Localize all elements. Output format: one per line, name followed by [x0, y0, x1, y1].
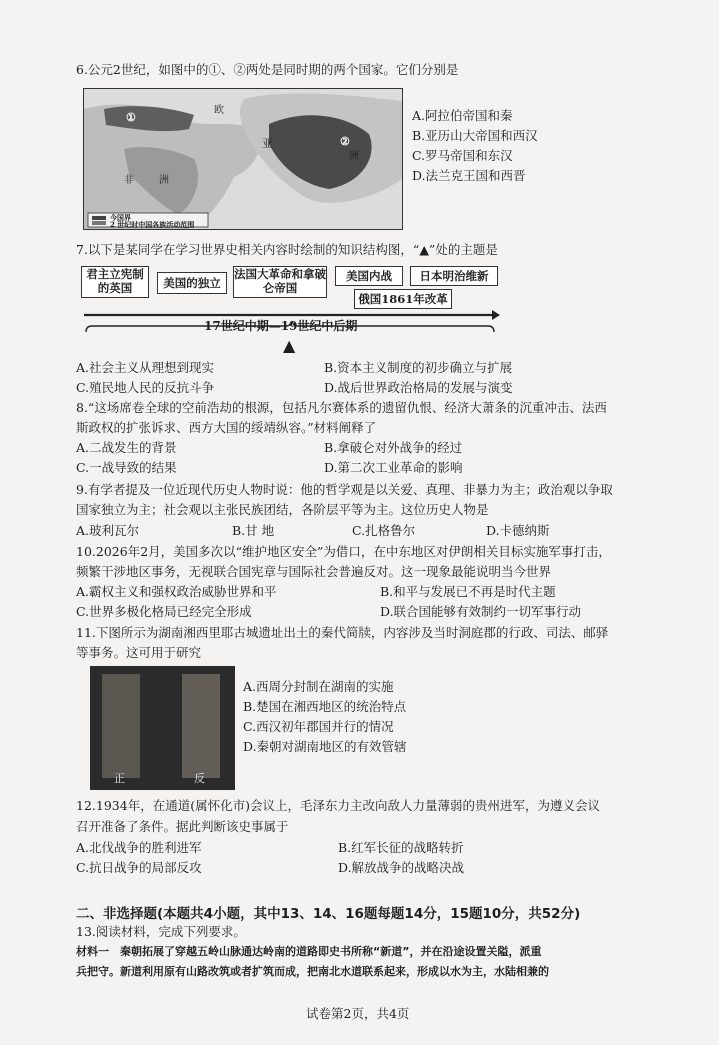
q7-box-russia: 俄国1861年改革 [354, 289, 452, 309]
q7-option-b: B.资本主义制度的初步确立与扩展 [324, 360, 513, 375]
q6-option-a: A.阿拉伯帝国和秦 [412, 108, 513, 123]
q12-stem-line1: 12.1934年，在通道(属怀化市)会议上，毛泽东力主改向敌人力量薄弱的贵州进军，为遵义会议 [76, 798, 600, 813]
q7-box-us-civil-war: 美国内战 [335, 266, 403, 286]
q11-option-c: C.西汉初年郡国并行的情况 [243, 719, 394, 734]
map-label-asia: 亚 [262, 137, 273, 150]
q7-box-england: 君主立宪制的英国 [81, 266, 149, 298]
q11-stem-line1: 11.下图所示为湖南湘西里耶古城遗址出土的秦代简牍，内容涉及当时洞庭郡的行政、司法、邮驿 [76, 625, 609, 640]
q6-option-d: D.法兰克王国和西晋 [412, 168, 526, 183]
q10-option-d: D.联合国能够有效制约一切军事行动 [380, 604, 582, 619]
q9-option-d: D.卡德纳斯 [486, 523, 550, 538]
q9-stem-line1: 9.有学者提及一位近现代历史人物时说：他的哲学观是以关爱、真理、非暴力为主；政治观以争取 [76, 482, 613, 497]
map-label-europe: 欧 [214, 105, 224, 116]
slip-back [182, 674, 220, 778]
q8-option-a: A.二战发生的背景 [76, 440, 177, 455]
q8-stem-line1: 8.“这场席卷全球的空前浩劫的根源，包括凡尔赛体系的遗留仇恨、经济大萧条的沉重冲击、法西 [76, 400, 607, 415]
q7-option-d: D.战后世界政治格局的发展与演变 [324, 380, 513, 395]
q7-box-usa-independence: 美国的独立 [157, 272, 227, 294]
q13-stem: 13.阅读材料，完成下列要求。 [76, 924, 246, 939]
q7-timeline-label: 17世纪中期—19世纪中后期 [204, 319, 358, 333]
q10-option-a: A.霸权主义和强权政治威胁世界和平 [76, 584, 277, 599]
q7-box-meiji: 日本明治维新 [410, 266, 498, 286]
q12-option-b: B.红军长征的战略转折 [338, 840, 464, 855]
q12-option-c: C.抗日战争的局部反攻 [76, 860, 202, 875]
q6-option-c: C.罗马帝国和东汉 [412, 148, 513, 163]
material1-line1: 材料一 秦朝拓展了穿越五岭山脉通达岭南的道路即史书所称“新道”，并在沿途设置关隘，派重 [76, 945, 542, 958]
q12-stem-line2: 召开准备了条件。据此判断该史事属于 [76, 819, 289, 834]
map-label-zhou: 洲 [349, 151, 359, 162]
q6-option-b: B.亚历山大帝国和西汉 [412, 128, 538, 143]
map-legend-border: 今国界 [110, 213, 131, 222]
q12-option-a: A.北伐战争的胜利进军 [76, 840, 202, 855]
q7-box-france: 法国大革命和拿破仑帝国 [233, 266, 327, 298]
q8-option-d: D.第二次工业革命的影响 [324, 460, 463, 475]
q6-stem: 6.公元2世纪，如图中的①、②两处是同时期的两个国家。它们分别是 [76, 62, 459, 77]
section2-title: 二、非选择题(本题共4小题，其中13、14、16题每题14分，15题10分，共52分) [76, 906, 581, 922]
page-footer: 试卷第2页，共4页 [306, 1006, 410, 1021]
q10-stem-line1: 10.2026年2月，美国多次以“维护地区安全”为借口，在中东地区对伊朗相关目标实施军事打击， [76, 544, 611, 559]
q6-map [83, 88, 403, 230]
triangle-icon: ▲ [283, 336, 296, 355]
map-legend-range: 2 世纪时中国各族活动范围 [110, 220, 195, 229]
q10-stem-line2: 频繁干涉地区事务，无视联合国宪章与国际社会普遍反对。这一现象最能说明当今世界 [76, 564, 552, 579]
map-label-africa: 非 [124, 175, 134, 186]
map-marker-1: ① [126, 111, 136, 124]
bamboo-slip-photo [90, 666, 235, 790]
map-marker-2: ② [340, 135, 350, 148]
q9-option-a: A.玻利瓦尔 [76, 523, 140, 538]
q11-option-b: B.楚国在湘西地区的统治特点 [243, 699, 407, 714]
slip-front [102, 674, 140, 778]
q8-option-b: B.拿破仑对外战争的经过 [324, 440, 463, 455]
q7-option-c: C.殖民地人民的反抗斗争 [76, 380, 215, 395]
q9-option-c: C.扎格鲁尔 [352, 523, 416, 538]
q10-option-c: C.世界多极化格局已经完全形成 [76, 604, 252, 619]
map-label-africa2: 洲 [159, 175, 169, 186]
slip-label-back: 反 [194, 772, 205, 785]
q11-stem-line2: 等事务。这可用于研究 [76, 645, 202, 660]
q11-option-d: D.秦朝对湖南地区的有效管辖 [243, 739, 407, 754]
q9-option-b: B.甘 地 [232, 523, 275, 538]
q7-stem: 7.以下是某同学在学习世界史相关内容时绘制的知识结构图，“▲”处的主题是 [76, 242, 498, 257]
q11-option-a: A.西周分封制在湖南的实施 [243, 679, 394, 694]
slip-label-front: 正 [114, 772, 125, 785]
q8-stem-line2: 斯政权的扩张诉求、西方大国的绥靖纵容。”材料阐释了 [76, 420, 377, 435]
material1-line2: 兵把守。新道利用原有山路改筑或者扩筑而成，把南北水道联系起来，形成以水为主，水陆相兼的 [76, 965, 549, 978]
q12-option-d: D.解放战争的战略决战 [338, 860, 465, 875]
q8-option-c: C.一战导致的结果 [76, 460, 177, 475]
q9-stem-line2: 国家独立为主；社会观以主张民族团结，各阶层平等为主。这位历史人物是 [76, 502, 489, 517]
q7-option-a: A.社会主义从理想到现实 [76, 360, 215, 375]
q10-option-b: B.和平与发展已不再是时代主题 [380, 584, 556, 599]
